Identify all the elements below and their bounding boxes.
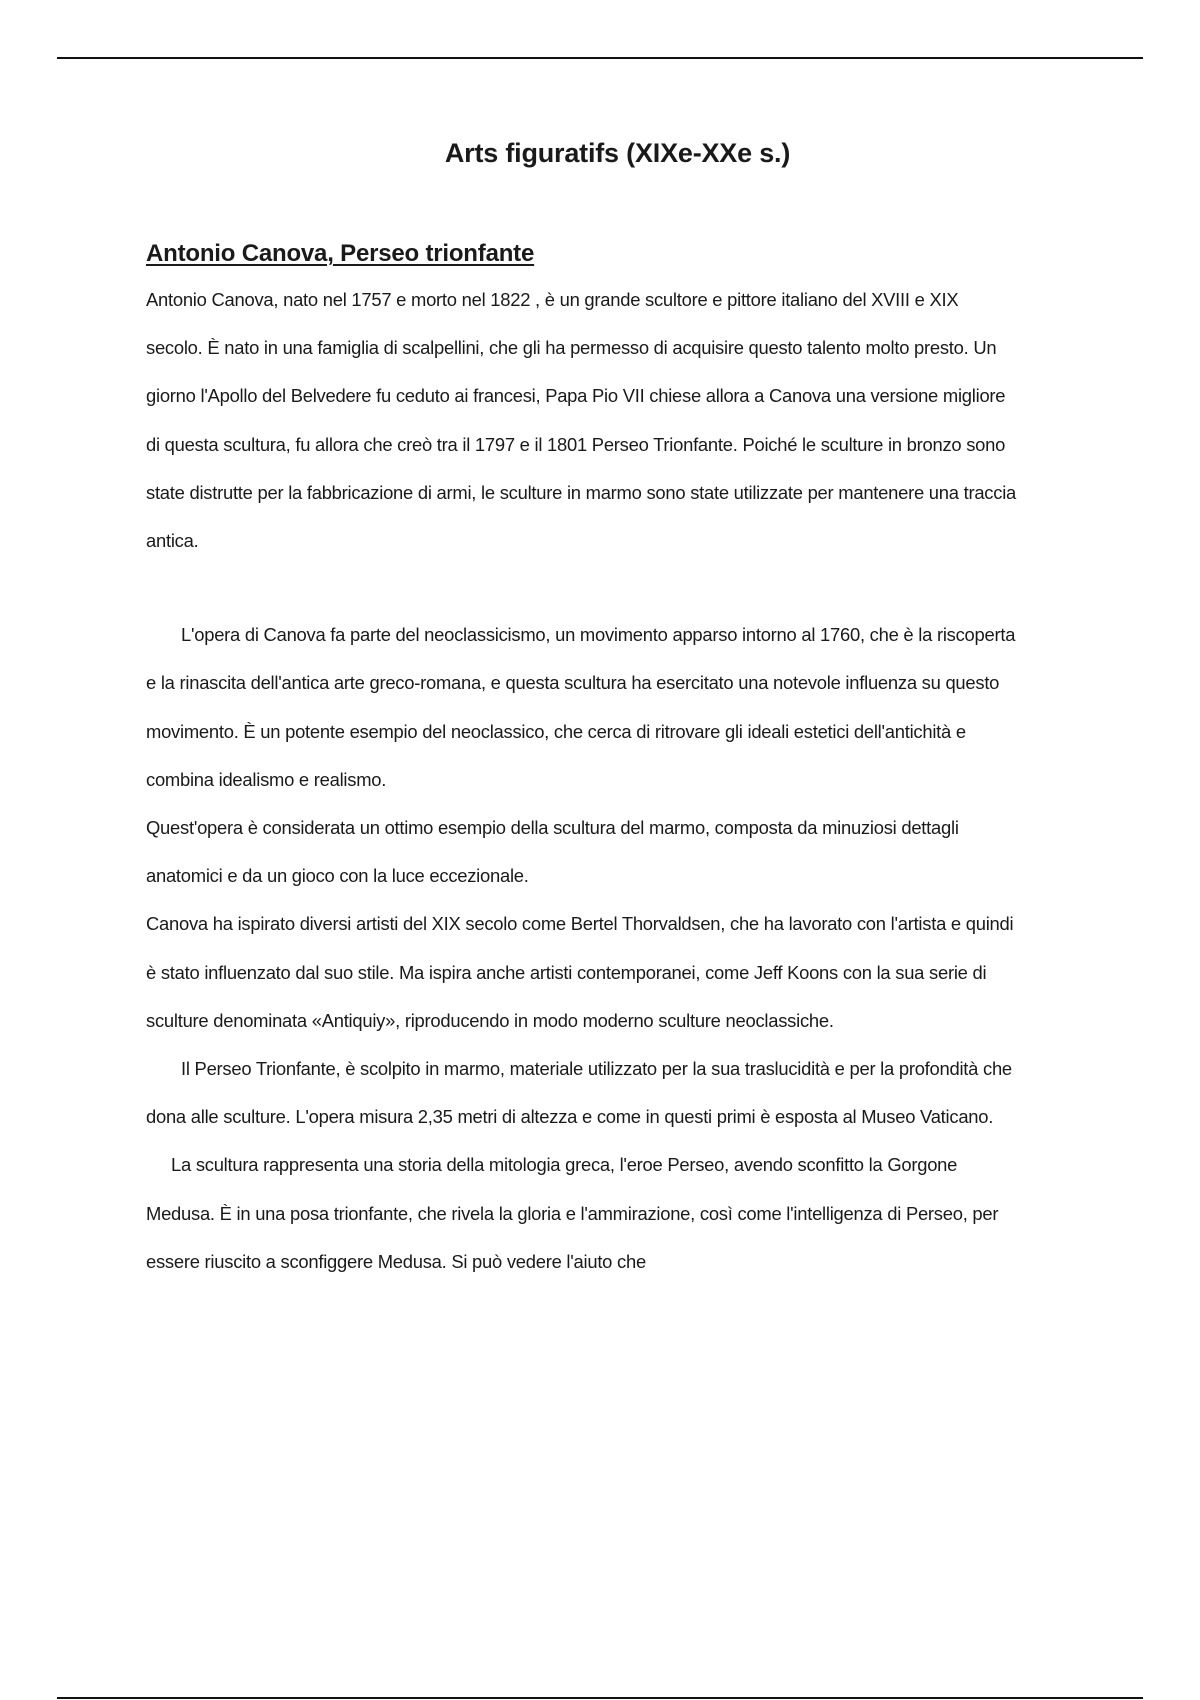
document-title: Arts figuratifs (XIXe-XXe s.) (444, 138, 791, 168)
top-rule (57, 57, 1143, 59)
paragraph-influence: Canova ha ispirato diversi artisti del XIX secolo come Bertel Thorvaldsen, che ha lavorato con l'artista e quindi è stato influenzato dal suo stile. Ma ispira anche artisti contemporanei, come Jeff Koons con la sua serie di sculture denominata «Antiquiy», riproducendo in modo moderno sculture neoclassiche. (146, 913, 1014, 1031)
paragraph-biography: Antonio Canova, nato nel 1757 e morto nel 1822 , è un grande scultore e pittore italiano del XVIII e XIX secolo. È nato in una famiglia di scalpellini, che gli ha permesso di acquisire questo talento molto presto. Un giorno l'Apollo del Belvedere fu ceduto ai francesi, Papa Pio VII chiese allora a Canova una versione migliore di questa scultura, fu allora che creò tra il 1797 e il 1801 Perseo Trionfante. Poiché le sculture in bronzo sono state distrutte per la fabbricazione di armi, le sculture in marmo sono state utilizzate per mantenere una traccia antica. (146, 289, 1017, 552)
paragraph-mythology: La scultura rappresenta una storia della mitologia greca, l'eroe Perseo, avendo sconfitto la Gorgone Medusa. È in una posa trionfante, che rivela la gloria e l'ammirazione, così come l'intelligenza di Perseo, per essere riuscito a sconfiggere Medusa. Si può vedere l'aiuto che (146, 1154, 999, 1272)
paragraph-material: Il Perseo Trionfante, è scolpito in marmo, materiale utilizzato per la sua traslucidità e per la profondità che dona alle sculture. L'opera misura 2,35 metri di altezza e come in questi primi è esposta al Museo Vaticano. (146, 1058, 1012, 1128)
paragraph-gap (146, 565, 1016, 611)
document-body (146, 232, 1016, 1286)
section-heading: Antonio Canova, Perseo trionfante (146, 240, 535, 267)
paragraph-neoclassicism: L'opera di Canova fa parte del neoclassicismo, un movimento apparso intorno al 1760, che è la riscoperta e la rinascita dell'antica arte greco-romana, e questa scultura ha esercitato una notevole influenza su questo movimento. È un potente esempio del neoclassico, che cerca di ritrovare gli ideali estetici dell'antichità e combina idealismo e realismo. (146, 624, 1016, 790)
paragraph-marble-example: Quest'opera è considerata un ottimo esempio della scultura del marmo, composta da minuziosi dettagli anatomici e da un gioco con la luce eccezionale. (146, 817, 959, 887)
bottom-rule (57, 1697, 1143, 1699)
